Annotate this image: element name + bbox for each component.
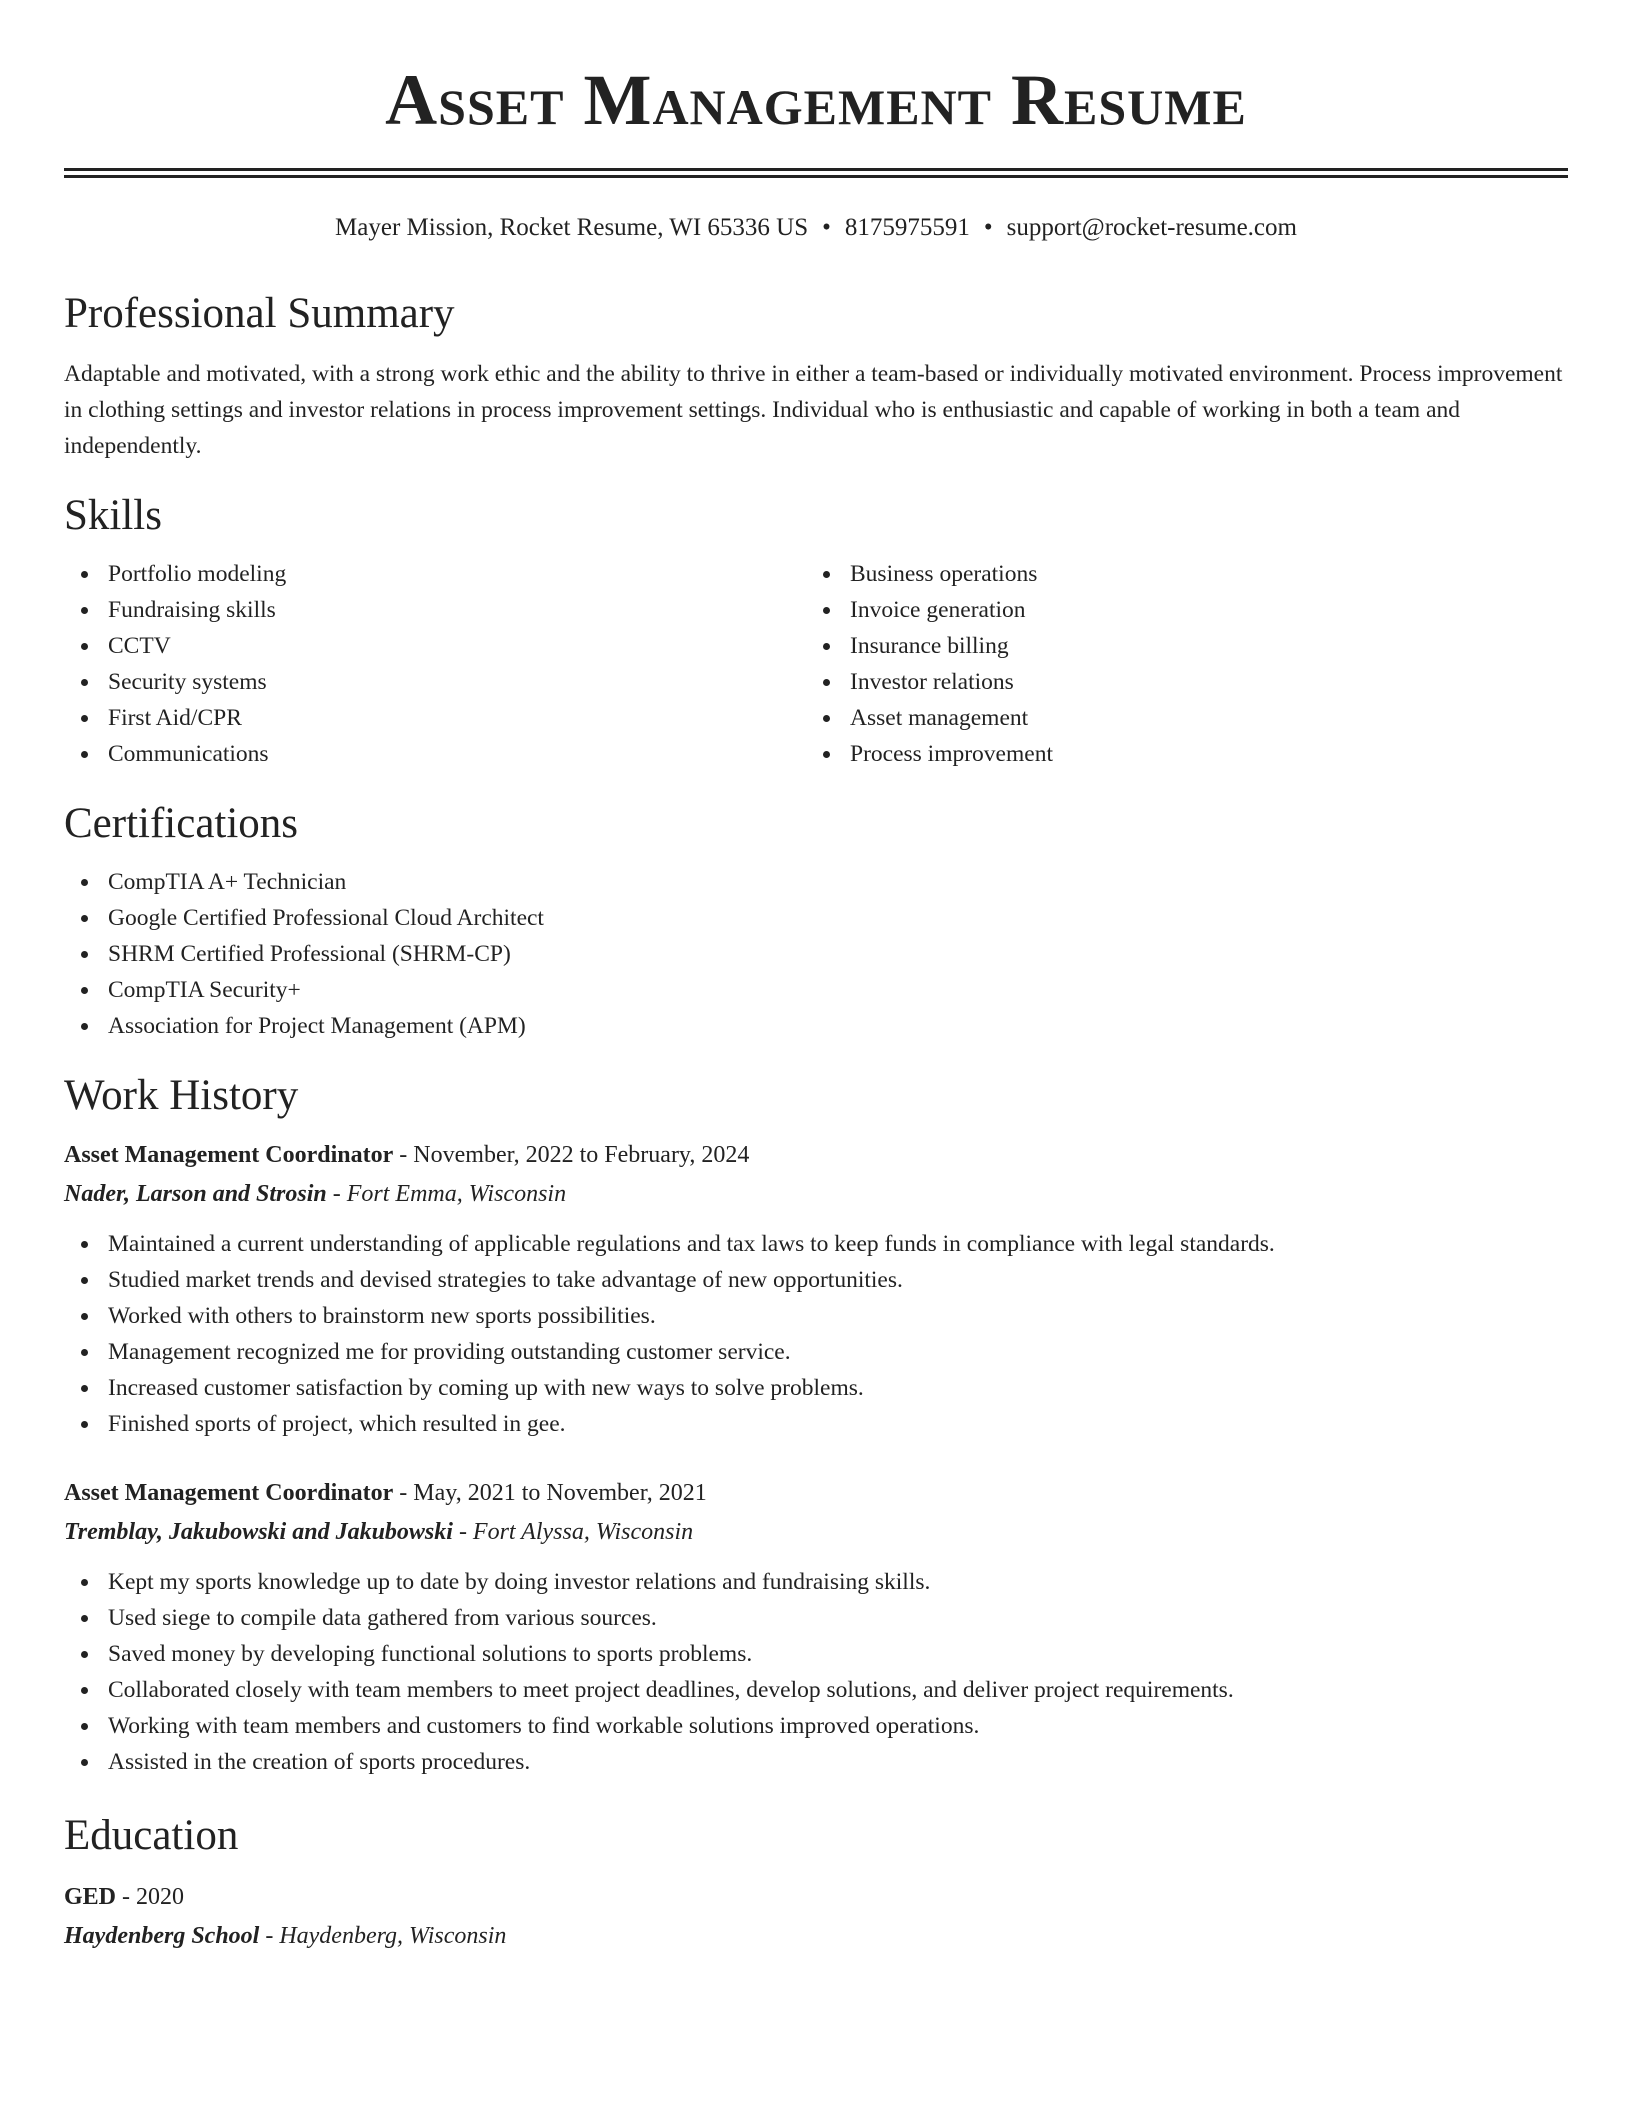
job-entry xyxy=(64,1136,1568,1442)
skills-columns xyxy=(64,556,1568,772)
job-bullet: Finished sports of project, which resulted in gee. xyxy=(64,1406,1568,1442)
skill-item: Investor relations xyxy=(806,664,1548,700)
work-history-heading: Work History xyxy=(64,1072,299,1119)
job-bullets xyxy=(64,1564,1568,1780)
skill-item: CCTV xyxy=(64,628,806,664)
job-title: Asset Management Coordinator xyxy=(64,1142,394,1168)
school-location: - Haydenberg, Wisconsin xyxy=(259,1923,507,1949)
job-title-line xyxy=(64,1474,1568,1512)
company-location: - Fort Emma, Wisconsin xyxy=(326,1181,567,1207)
job-bullet: Working with team members and customers to find workable solutions improved operations. xyxy=(64,1708,1568,1744)
skill-item: Portfolio modeling xyxy=(64,556,806,592)
education-heading: Education xyxy=(64,1812,239,1859)
contact-separator: • xyxy=(983,214,993,241)
job-bullet: Used siege to compile data gathered from various sources. xyxy=(64,1600,1568,1636)
skill-item: First Aid/CPR xyxy=(64,700,806,736)
job-bullet: Collaborated closely with team members to meet project deadlines, develop solutions, and deliver project requirements. xyxy=(64,1672,1568,1708)
certification-item: Association for Project Management (APM) xyxy=(64,1008,1568,1044)
company-line xyxy=(64,1512,1568,1552)
education-entry xyxy=(64,1878,1568,1956)
skill-item: Security systems xyxy=(64,664,806,700)
job-bullet: Saved money by developing functional solutions to sports problems. xyxy=(64,1636,1568,1672)
job-dates: - November, 2022 to February, 2024 xyxy=(393,1142,750,1168)
school-name: Haydenberg School xyxy=(64,1923,260,1949)
company-location: - Fort Alyssa, Wisconsin xyxy=(452,1519,694,1545)
degree-line xyxy=(64,1878,1568,1916)
skill-item: Process improvement xyxy=(806,736,1548,772)
job-bullets xyxy=(64,1226,1568,1442)
company-name: Tremblay, Jakubowski and Jakubowski xyxy=(64,1519,453,1545)
skill-item: Fundraising skills xyxy=(64,592,806,628)
certification-item: Google Certified Professional Cloud Architect xyxy=(64,900,1568,936)
skill-item: Insurance billing xyxy=(806,628,1548,664)
summary-text: Adaptable and motivated, with a strong work ethic and the ability to thrive in either a team-based or individually motivated environment. Process improvement in clothing settings and investor relations in process improvement settings. Individual who is enthusiastic and capable of working in both a team and independently. xyxy=(64,361,1563,459)
contact-email: support@rocket-resume.com xyxy=(1006,214,1297,241)
certifications-list xyxy=(64,864,1568,1044)
certification-item: CompTIA A+ Technician xyxy=(64,864,1568,900)
job-bullet: Kept my sports knowledge up to date by doing investor relations and fundraising skills. xyxy=(64,1564,1568,1600)
job-bullet: Increased customer satisfaction by coming up with new ways to solve problems. xyxy=(64,1370,1568,1406)
contact-address: Mayer Mission, Rocket Resume, WI 65336 US xyxy=(335,214,809,241)
degree-year: - 2020 xyxy=(116,1884,185,1910)
contact-separator: • xyxy=(822,214,831,241)
skill-item: Communications xyxy=(64,736,806,772)
job-bullet: Worked with others to brainstorm new sports possibilities. xyxy=(64,1298,1568,1334)
certification-item: CompTIA Security+ xyxy=(64,972,1568,1008)
school-line xyxy=(64,1916,1568,1956)
job-title: Asset Management Coordinator xyxy=(64,1480,394,1506)
skill-item: Asset management xyxy=(806,700,1548,736)
job-bullet: Studied market trends and devised strategies to take advantage of new opportunities. xyxy=(64,1262,1568,1298)
certifications-heading: Certifications xyxy=(64,800,299,847)
skill-item: Invoice generation xyxy=(806,592,1548,628)
degree: GED xyxy=(64,1884,117,1910)
skill-item: Business operations xyxy=(806,556,1548,592)
contact-line xyxy=(64,212,1568,244)
title-divider xyxy=(64,168,1568,178)
company-line xyxy=(64,1174,1568,1214)
skills-right-list xyxy=(806,556,1548,772)
job-dates: - May, 2021 to November, 2021 xyxy=(393,1480,707,1506)
contact-phone: 8175975591 xyxy=(844,214,970,241)
job-bullet: Assisted in the creation of sports procedures. xyxy=(64,1744,1568,1780)
skills-heading: Skills xyxy=(64,492,162,539)
skills-left-list xyxy=(64,556,806,772)
job-title-line xyxy=(64,1136,1568,1174)
job-bullet: Management recognized me for providing outstanding customer service. xyxy=(64,1334,1568,1370)
company-name: Nader, Larson and Strosin xyxy=(64,1181,327,1207)
job-entry xyxy=(64,1474,1568,1780)
certification-item: SHRM Certified Professional (SHRM-CP) xyxy=(64,936,1568,972)
summary-heading: Professional Summary xyxy=(64,290,455,337)
resume-title: Asset Management Resume xyxy=(385,60,1247,140)
job-bullet: Maintained a current understanding of applicable regulations and tax laws to keep funds in compliance with legal standards. xyxy=(64,1226,1568,1262)
